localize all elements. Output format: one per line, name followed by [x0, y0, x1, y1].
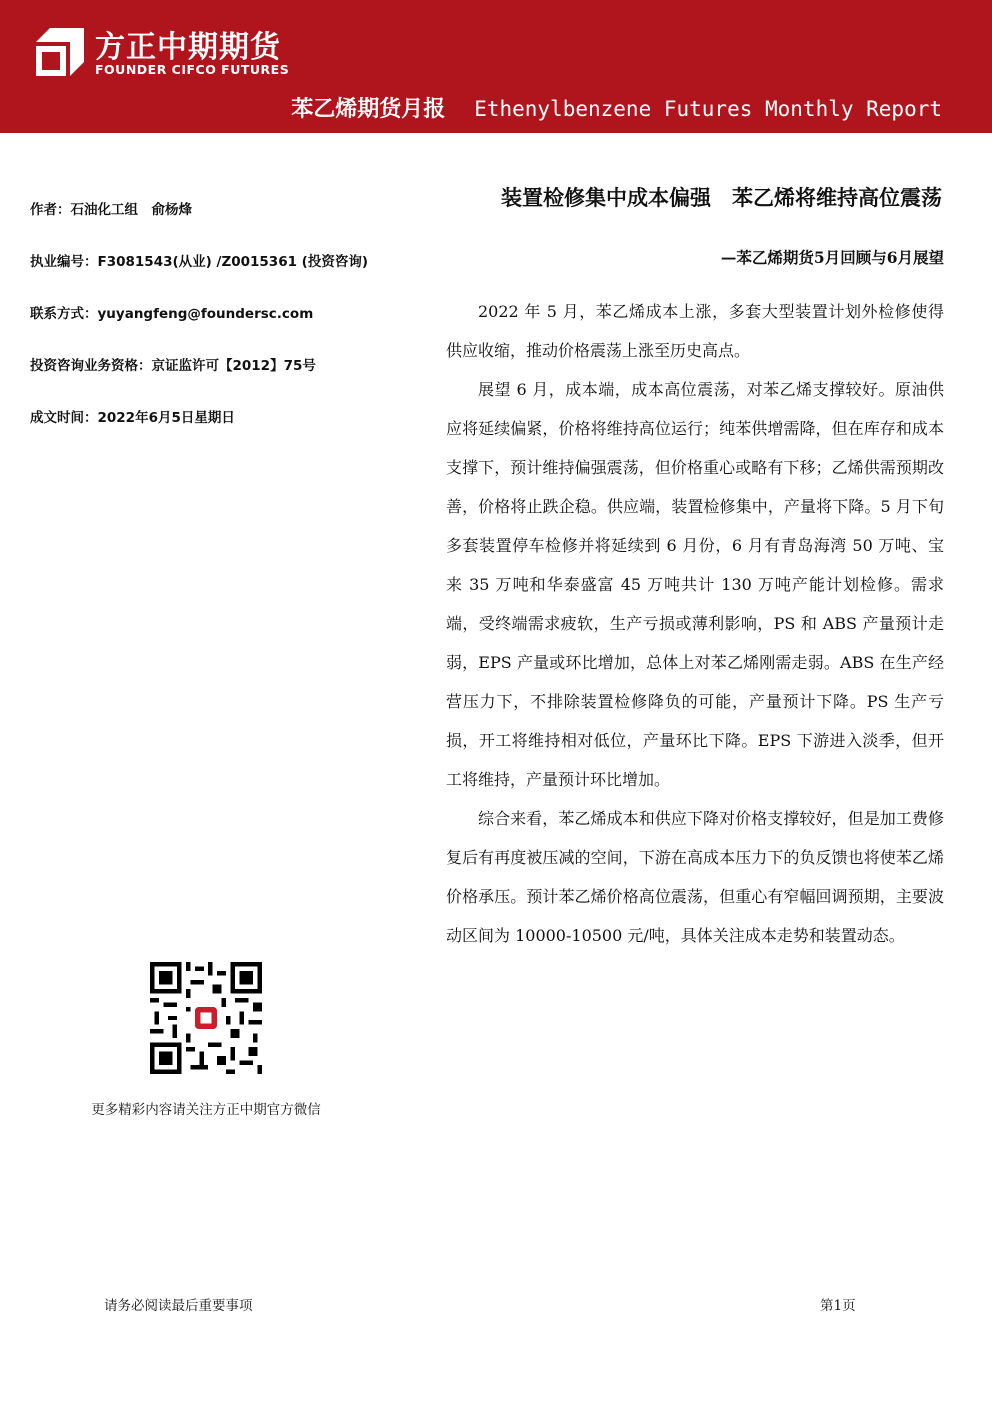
logo-name-cn: 方正中期期货	[95, 30, 281, 65]
wechat-qr-code	[150, 962, 262, 1074]
report-title	[291, 92, 942, 123]
article-body	[446, 292, 944, 955]
paragraph: 2022 年 5 月，苯乙烯成本上涨，多套大型装置计划外检修使得供应收缩，推动价格震荡上涨至历史高点。	[446, 302, 944, 360]
article-headline: 装置检修集中成本偏强 苯乙烯将维持高位震荡	[501, 185, 942, 210]
founder-logo-icon	[36, 28, 84, 76]
report-title-cn: 苯乙烯期货月报	[291, 97, 446, 122]
page-number: 第1页	[820, 1298, 856, 1314]
report-title-en: Ethenylbenzene Futures Monthly Report	[474, 97, 942, 121]
author-info	[30, 200, 410, 460]
footer-notice: 请务必阅读最后重要事项	[104, 1298, 253, 1314]
qualification: 投资咨询业务资格：京证监许可【2012】75号	[30, 358, 316, 374]
contact-email: 联系方式：yuyangfeng@foundersc.com	[30, 306, 314, 322]
paragraph: 展望 6 月，成本端，成本高位震荡，对苯乙烯支撑较好。原油供应将延续偏紧，价格将维持高位运行；纯苯供增需降，但在库存和成本支撑下，预计维持偏强震荡，但价格重心或略有下移；乙烯供需预期改善，价格将止跌企稳。供应端，装置检修集中，产量将下降。5 月下旬多套装置停车检修并将延续到 6 月份，6 月有青岛海湾 50 万吨、宝来 35 万吨和华泰盛富 45 万吨共计 130 万吨产能计划检修。需求端，受终端需求疲软，生产亏损或薄利影响，PS 和 ABS 产量预计走弱，EPS 产量或环比增加，总体上对苯乙烯刚需走弱。ABS 在生产经营压力下，不排除装置检修降负的可能，产量预计下降。PS 生产亏损，开工将维持相对低位，产量环比下降。EPS 下游进入淡季，但开工将维持，产量预计环比增加。	[446, 380, 944, 789]
header-banner	[0, 0, 992, 133]
article-subheadline: —苯乙烯期货5月回顾与6月展望	[720, 248, 944, 267]
author: 作者：石油化工组 俞杨烽	[30, 202, 192, 218]
logo-name-en: FOUNDER CIFCO FUTURES	[95, 62, 290, 77]
license-number: 执业编号：F3081543(从业) /Z0015361 (投资咨询)	[30, 254, 369, 270]
paragraph: 综合来看，苯乙烯成本和供应下降对价格支撑较好，但是加工费修复后有再度被压减的空间，下游在高成本压力下的负反馈也将使苯乙烯价格承压。预计苯乙烯价格高位震荡，但重心有窄幅回调预期，主要波动区间为 10000-10500 元/吨，具体关注成本走势和装置动态。	[446, 809, 944, 945]
publish-date: 成文时间：2022年6月5日星期日	[30, 410, 235, 426]
qr-caption: 更多精彩内容请关注方正中期官方微信	[91, 1102, 321, 1118]
